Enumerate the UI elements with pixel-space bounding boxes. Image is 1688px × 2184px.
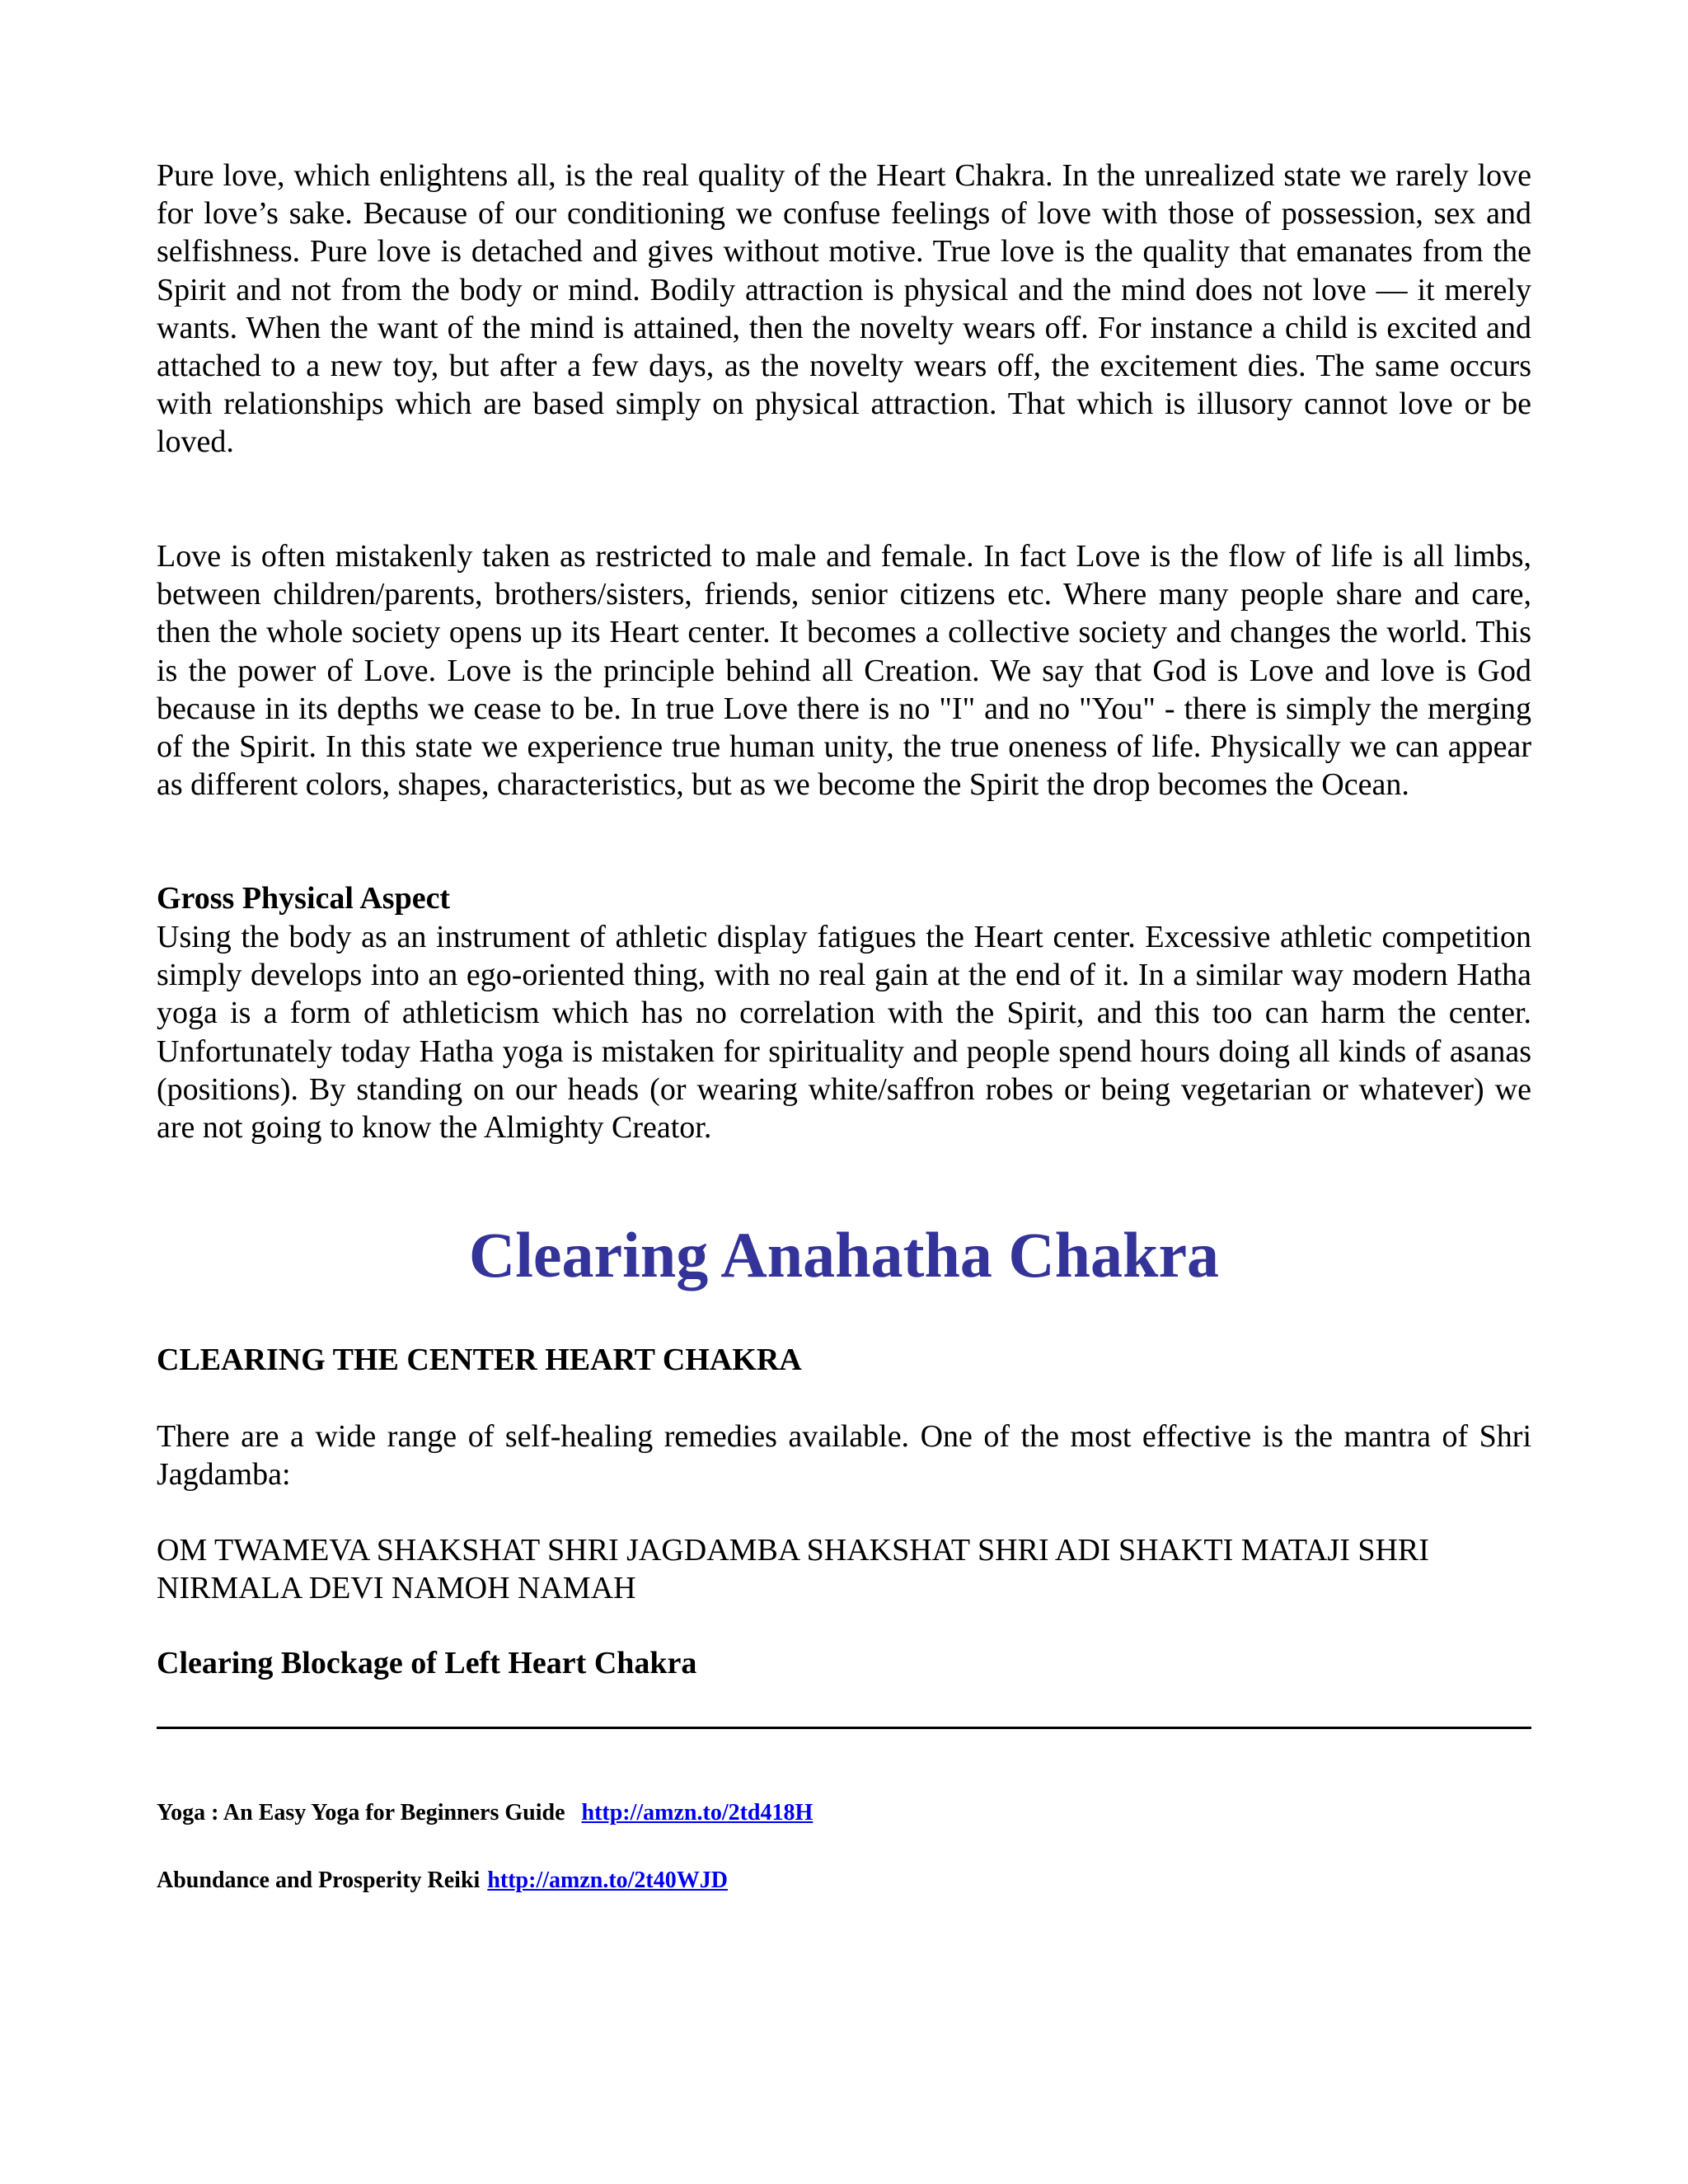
heading-clearing-center-heart: CLEARING THE CENTER HEART CHAKRA [157, 1343, 802, 1377]
footer-yoga-label: Yoga : An Easy Yoga for Beginners Guide [157, 1800, 565, 1825]
paragraph-love-flow: Love is often mistakenly taken as restricted to male and female. In fact Love is the flow of life is all limbs, between children/parents, brothers/sisters, friends, senior citizens etc. Where many people share and care, then the whole society opens up its Heart center. It becomes a collective society and changes the world. This is the power of Love. Love is the principle behind all Creation. We say that God is Love and love is God because in its depths we cease to be. In true Love there is no "I" and no "You" - there is simply the merging of the Spirit. In this state we experience true human unity, the true oneness of life. Physically we can appear as different colors, shapes, characteristics, but as we become the Spirit the drop becomes the Ocean. [157, 539, 1531, 803]
footer-line-yoga [157, 1799, 813, 1827]
footer-reiki-link[interactable]: http://amzn.to/2t40WJD [487, 1868, 728, 1893]
heading-left-heart-blockage: Clearing Blockage of Left Heart Chakra [157, 1646, 697, 1680]
footer-reiki-label: Abundance and Prosperity Reiki [157, 1868, 481, 1893]
heading-gross-physical-aspect: Gross Physical Aspect [157, 881, 451, 916]
footer-line-reiki [157, 1867, 728, 1895]
paragraph-mantra: OM TWAMEVA SHAKSHAT SHRI JAGDAMBA SHAKSHAT SHRI ADI SHAKTI MATAJI SHRI NIRMALA DEVI NAMOH NAMAH [157, 1533, 1429, 1606]
footer-divider [157, 1727, 1531, 1729]
page-title: Clearing Anahatha Chakra [468, 1219, 1220, 1291]
paragraph-gross-physical: Using the body as an instrument of athletic display fatigues the Heart center. Excessive athletic competition simply develops into an ego-oriented thing, with no real gain at the end of it. In a similar way modern Hatha yoga is a form of athleticism which has no correlation with the Spirit, and this too can harm the center. Unfortunately today Hatha yoga is mistaken for spirituality and people spend hours doing all kinds of asanas (positions). By standing on our heads (or wearing white/saffron robes or being vegetarian or whatever) we are not going to know the Almighty Creator. [157, 920, 1531, 1146]
footer-yoga-link[interactable]: http://amzn.to/2td418H [581, 1800, 814, 1825]
paragraph-self-healing: There are a wide range of self-healing remedies available. One of the most effective is the mantra of Shri Jagdamba: [157, 1419, 1531, 1493]
paragraph-pure-love: Pure love, which enlightens all, is the real quality of the Heart Chakra. In the unrealized state we rarely love for love’s sake. Because of our conditioning we confuse feelings of love with those of possession, sex and selfishness. Pure love is detached and gives without motive. True love is the quality that emanates from the Spirit and not from the body or mind. Bodily attraction is physical and the mind does not love — it merely wants. When the want of the mind is attained, then the novelty wears off. For instance a child is excited and attached to a new toy, but after a few days, as the novelty wears off, the excitement dies. The same occurs with relationships which are based simply on physical attraction. That which is illusory cannot love or be loved. [157, 158, 1531, 460]
